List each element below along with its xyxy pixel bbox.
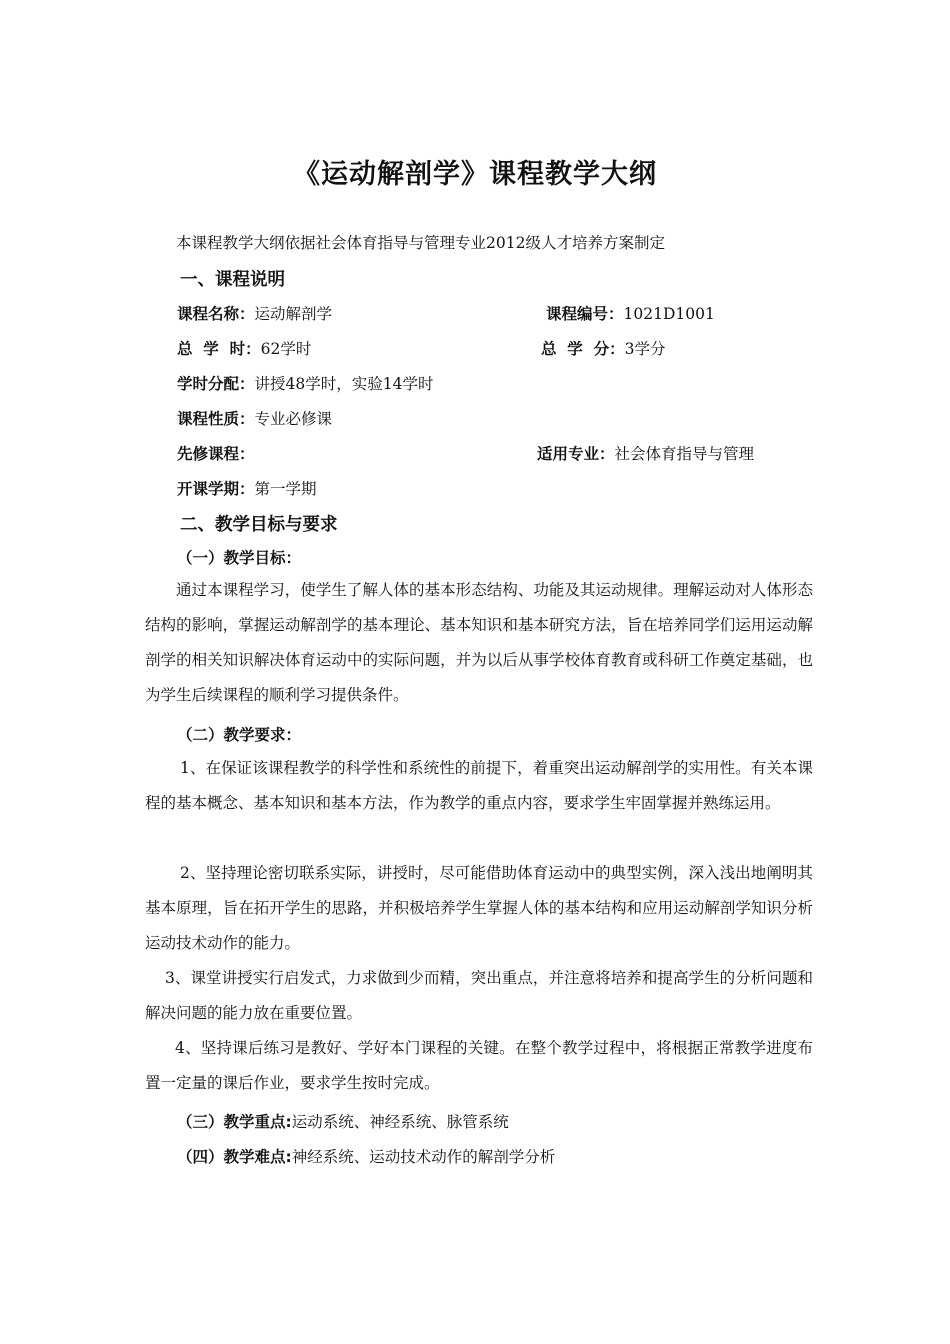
- prerequisite-label: 先修课程：: [177, 445, 255, 463]
- course-name-field: [177, 302, 332, 324]
- applicable-major-label: 适用专业：: [537, 445, 615, 463]
- requirement-paragraph-3: 3、课堂讲授实行启发式，力求做到少而精，突出重点，并注意将培养和提高学生的分析问题和解决问题的能力放在重要位置。: [145, 969, 813, 1022]
- course-code-field: [546, 302, 715, 324]
- total-hours-value: 62学时: [260, 340, 312, 358]
- section-heading-course-description: 一、课程说明: [180, 270, 285, 290]
- subheading-teaching-goals: （一）教学目标：: [177, 549, 302, 567]
- requirement-paragraph-2: 2、坚持理论密切联系实际，讲授时，尽可能借助体育运动中的典型实例，深入浅出地阐明其基本原理，旨在拓开学生的思路，并积极培养学生掌握人体的基本结构和应用运动解剖学知识分析运动技术动作的能力。: [145, 864, 813, 952]
- hours-distribution-label: 学时分配：: [177, 375, 255, 393]
- course-code-label: 课程编号：: [546, 305, 624, 323]
- requirement-paragraph-1: 1、在保证该课程教学的科学性和系统性的前提下，着重突出运动解剖学的实用性。有关本课程的基本概念、基本知识和基本方法，作为教学的重点内容，要求学生牢固掌握并熟练运用。: [145, 759, 813, 812]
- course-nature-field: [177, 407, 332, 429]
- requirement-paragraph-4: 4、坚持课后练习是教好、学好本门课程的关键。在整个教学过程中，将根据正常教学进度布置一定量的课后作业，要求学生按时完成。: [145, 1039, 813, 1092]
- course-name-value: 运动解剖学: [254, 305, 333, 323]
- teaching-difficulty-label: （四）教学难点:: [177, 1148, 292, 1166]
- total-hours-field: [177, 337, 311, 359]
- credits-value: 3学分: [624, 340, 666, 358]
- credits-field: [541, 337, 665, 359]
- course-name-label: 课程名称：: [177, 305, 255, 323]
- hours-distribution-value: 讲授48学时，实验14学时: [254, 375, 434, 393]
- teaching-focus-value: 运动系统、神经系统、脉管系统: [291, 1113, 509, 1131]
- teaching-goals-paragraph: 通过本课程学习，使学生了解人体的基本形态结构、功能及其运动规律。理解运动对人体形态结构的影响，掌握运动解剖学的基本理论、基本知识和基本研究方法，旨在培养同学们运用运动解剖学的相关知识解决体育运动中的实际问题，并为以后从事学校体育教育或科研工作奠定基础，也为学生后续课程的顺利学习提供条件。: [145, 581, 813, 704]
- semester-field: [177, 477, 317, 499]
- course-nature-label: 课程性质：: [177, 410, 255, 428]
- applicable-major-value: 社会体育指导与管理: [614, 445, 755, 463]
- course-code-value: 1021D1001: [623, 305, 715, 323]
- subheading-teaching-requirements: （二）教学要求：: [177, 726, 302, 744]
- course-nature-value: 专业必修课: [254, 410, 333, 428]
- prerequisite-field: [177, 442, 255, 464]
- semester-value: 第一学期: [254, 480, 317, 498]
- total-hours-label: 总 学 时：: [177, 340, 261, 358]
- page-title: 《运动解剖学》课程教学大纲: [293, 159, 657, 190]
- teaching-difficulty-field: [177, 1145, 555, 1167]
- hours-distribution-field: [177, 372, 433, 394]
- semester-label: 开课学期：: [177, 480, 255, 498]
- teaching-difficulty-value: 神经系统、运动技术动作的解剖学分析: [291, 1148, 556, 1166]
- applicable-major-field: [537, 442, 754, 464]
- teaching-focus-label: （三）教学重点:: [177, 1113, 292, 1131]
- section-heading-goals-requirements: 二、教学目标与要求: [180, 515, 338, 535]
- basis-statement: 本课程教学大纲依据社会体育指导与管理专业2012级人才培养方案制定: [176, 234, 665, 252]
- teaching-focus-field: [177, 1110, 509, 1132]
- credits-label: 总 学 分：: [541, 340, 625, 358]
